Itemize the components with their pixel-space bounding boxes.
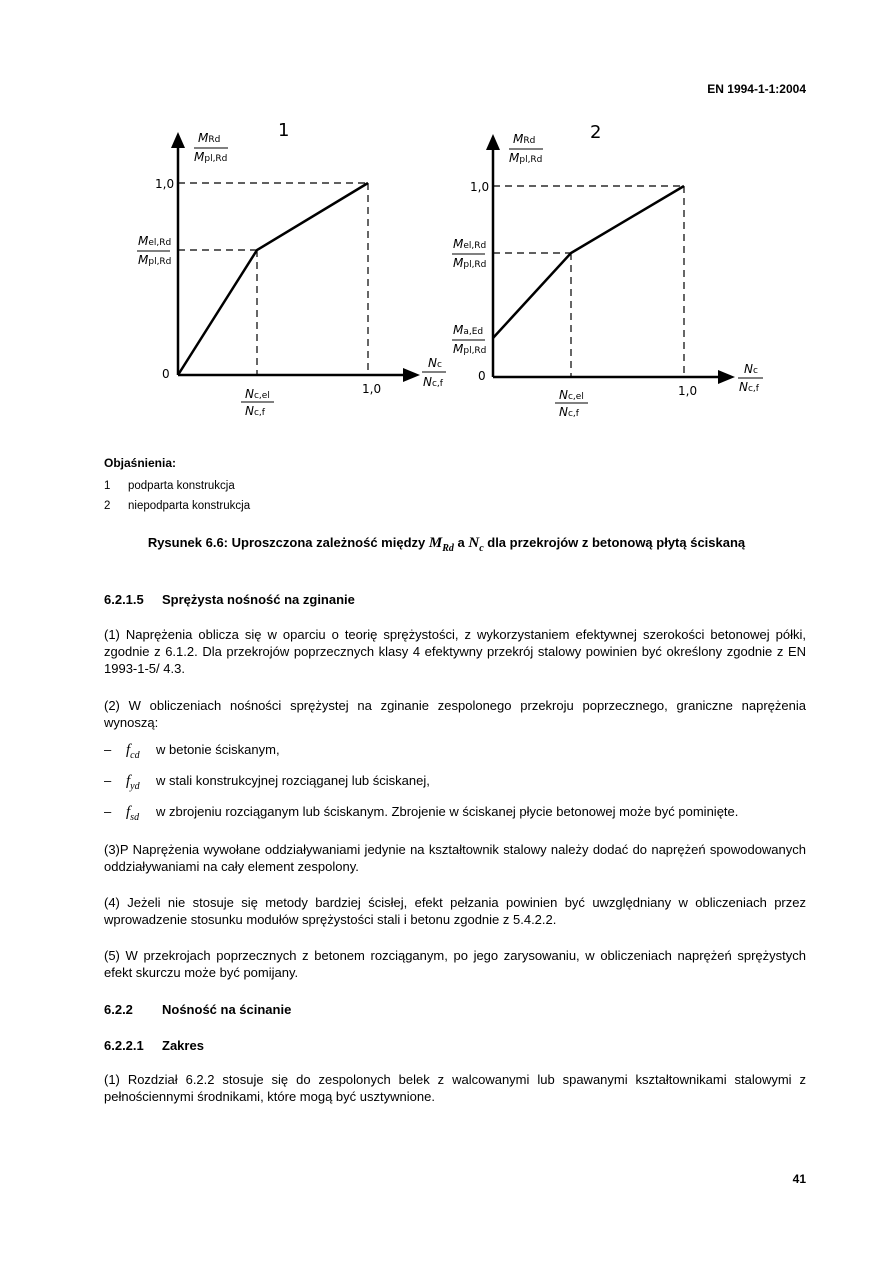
panel-1-x-tick-mid-num: Nc,el xyxy=(245,387,270,401)
page-number: 41 xyxy=(792,1172,806,1186)
panel-1-x-tick-mid-den: Nc,f xyxy=(245,404,265,418)
panel-2-y-tick-mid-num: Mel,Rd xyxy=(453,237,487,251)
panel-2-y-label-den: Mpl,Rd xyxy=(509,151,543,165)
panel-1-x-label-den: Nc,f xyxy=(423,375,443,389)
legend-title: Objaśnienia: xyxy=(104,456,177,470)
panel-2-x-tick-right: 1,0 xyxy=(678,384,698,398)
document-header: EN 1994-1-1:2004 xyxy=(707,82,806,96)
panel-2-curve xyxy=(493,186,684,338)
panel-1-number: 1 xyxy=(278,120,290,141)
panel-1-y-tick-top: 1,0 xyxy=(155,177,175,191)
paragraph-6: (1) Rozdział 6.2.2 stosuje się do zespolonych belek z walcowanymi lub spawanymi kształtownikami stalowymi z pełnościennymi środnikami, które mogą być usztywnione. xyxy=(104,1072,806,1104)
paragraph-5: (5) W przekrojach poprzecznych z betonem rozciąganym, po jego zarysowaniu, w obliczeniach naprężeń sprężystych efekt skurczu może być pomijany. xyxy=(104,948,806,980)
panel-2-y-arrow xyxy=(486,134,500,150)
paragraph-2: (2) W obliczeniach nośności sprężystej na zginanie zespolonego przekroju poprzecznego, graniczne naprężenia wynoszą: xyxy=(104,698,806,730)
panel-1-y-tick-mid-num: Mel,Rd xyxy=(138,234,172,248)
panel-1 xyxy=(137,120,446,418)
list-item: – $f_{sd}$ w zbrojeniu rozciąganym lub ściskanym. Zbrojenie w ściskanej płycie betonowej może być pominięte. xyxy=(104,804,739,823)
list-item: – $f_{cd}$ w betonie ściskanym, xyxy=(104,742,280,761)
panel-1-y-label-num: MRd xyxy=(198,131,221,145)
panel-2-y-tick-low-den: Mpl,Rd xyxy=(453,342,487,356)
paragraph-3: (3)P Naprężenia wywołane oddziaływaniami jedynie na kształtownik stalowy należy dodać do naprężeń spowodowanych oddziaływaniami na cały element zespolony. xyxy=(104,842,806,874)
panel-1-y-arrow xyxy=(171,132,185,148)
panel-2-x-tick-mid-num: Nc,el xyxy=(559,388,584,402)
figure-caption: Rysunek 6.6: Uproszczona zależność między $M_{Rd}$ a $N_c$ dla przekrojów z betonową płytą ściskaną xyxy=(147,535,746,554)
panel-1-x-tick-right: 1,0 xyxy=(362,382,382,396)
section-title: Sprężysta nośność na zginanie xyxy=(162,592,355,607)
legend-item-number: 2 xyxy=(104,500,111,512)
panel-1-curve xyxy=(178,183,368,375)
paragraph-1: (1) Naprężenia oblicza się w oparciu o teorię sprężystości, z wykorzystaniem efektywnej szerokości betonowej półki, zgodnie z 6.1.2. Dla przekrojów poprzecznych klasy 4 efektywny przekrój stalowy powinien być określony zgodnie z EN 1993-1-5/ 4.3. xyxy=(104,627,806,676)
panel-2 xyxy=(452,122,763,419)
legend-item xyxy=(104,480,235,492)
section-title: Zakres xyxy=(162,1038,204,1053)
panel-1-y-label-den: Mpl,Rd xyxy=(194,150,228,164)
legend-item xyxy=(104,500,250,512)
panel-2-y-label-num: MRd xyxy=(513,132,536,146)
section-number: 6.2.2 xyxy=(104,1002,133,1017)
panel-1-y-tick-mid-den: Mpl,Rd xyxy=(138,253,172,267)
panel-2-x-tick-mid-den: Nc,f xyxy=(559,405,579,419)
panel-1-x-arrow xyxy=(403,368,420,382)
list-item: – $f_{yd}$ w stali konstrukcyjnej rozciąganej lub ściskanej, xyxy=(104,773,430,792)
legend-item-text: podparta konstrukcja xyxy=(128,480,235,492)
panel-2-y-tick-low-num: Ma,Ed xyxy=(453,323,484,337)
section-heading-6-2-1-5 xyxy=(104,592,355,607)
panel-2-x-label-den: Nc,f xyxy=(739,380,759,394)
panel-2-origin: 0 xyxy=(478,369,486,383)
panel-2-x-arrow xyxy=(718,370,735,384)
section-title: Nośność na ścinanie xyxy=(162,1002,292,1017)
panel-2-y-tick-top: 1,0 xyxy=(470,180,490,194)
figure-6-6 xyxy=(100,112,800,432)
legend-item-text: niepodparta konstrukcja xyxy=(128,500,251,512)
panel-2-x-label-num: Nc xyxy=(744,362,758,376)
panel-1-origin: 0 xyxy=(162,367,170,381)
section-number: 6.2.1.5 xyxy=(104,592,144,607)
legend-item-number: 1 xyxy=(104,480,111,492)
panel-2-y-tick-mid-den: Mpl,Rd xyxy=(453,256,487,270)
section-heading-6-2-2 xyxy=(104,1002,291,1017)
paragraph-4: (4) Jeżeli nie stosuje się metody bardziej ścisłej, efekt pełzania powinien być uwzględniany w obliczeniach przez wprowadzenie stosunku modułów sprężystości stali i betonu zgodnie z 5.4.2.2. xyxy=(104,895,806,927)
figure-svg xyxy=(100,112,800,432)
section-heading-6-2-2-1 xyxy=(104,1038,204,1053)
panel-2-number: 2 xyxy=(590,122,602,143)
section-number: 6.2.2.1 xyxy=(104,1038,144,1053)
panel-1-x-label-num: Nc xyxy=(428,356,442,370)
